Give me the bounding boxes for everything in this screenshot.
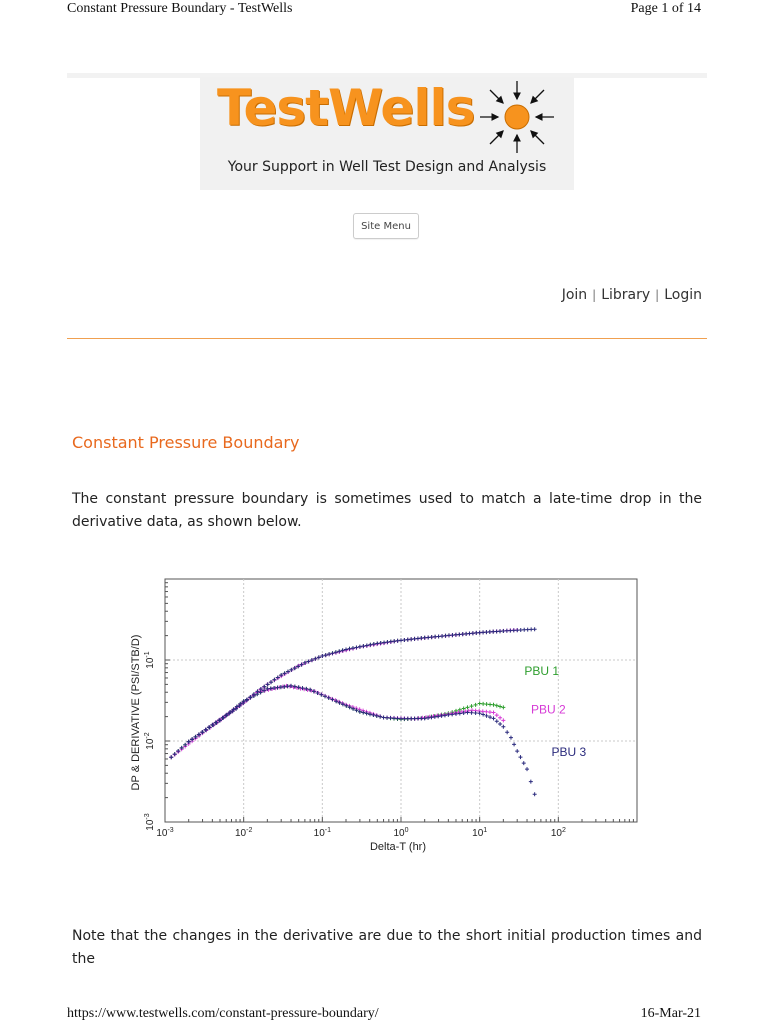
- print-footer-url: https://www.testwells.com/constant-pressure-boundary/: [67, 1006, 379, 1021]
- library-link[interactable]: Library: [601, 287, 651, 303]
- x-tick-label: $10^{-1}$: [313, 827, 332, 839]
- join-link[interactable]: Join: [561, 287, 588, 303]
- series-label: PBU 1: [524, 664, 560, 679]
- account-links: [562, 287, 702, 303]
- link-separator: |: [655, 288, 660, 302]
- y-tick-label: $10^{-1}$: [144, 651, 156, 669]
- series-label: PBU 2: [531, 702, 566, 717]
- header-divider: [67, 338, 707, 339]
- x-tick-label: $10^1$: [472, 827, 488, 839]
- print-header: [67, 1, 701, 17]
- note-paragraph: Note that the changes in the derivative are due to the short initial production times and the: [72, 928, 702, 967]
- x-axis-label: Delta-T (hr): [369, 841, 427, 853]
- print-footer: [67, 1006, 701, 1022]
- site-menu-button[interactable]: Site Menu: [353, 213, 419, 239]
- sun-icon: [476, 77, 558, 157]
- series-label: PBU 3: [551, 745, 587, 760]
- print-header-title: Constant Pressure Boundary - TestWells: [67, 1, 293, 16]
- print-header-page: Page 1 of 14: [630, 1, 701, 16]
- login-link[interactable]: Login: [664, 287, 702, 303]
- logo-tagline: Your Support in Well Test Design and Analysis: [227, 159, 547, 175]
- site-logo[interactable]: [200, 77, 574, 190]
- x-tick-label: $10^0$: [393, 827, 409, 839]
- x-tick-label: $10^2$: [550, 827, 566, 839]
- derivative-chart: [125, 570, 645, 870]
- intro-paragraph: The constant pressure boundary is sometimes used to match a late-time drop in the derivative data, as shown below.: [72, 491, 702, 530]
- y-axis-label: DP & DERIVATIVE (PSI/STB/D): [130, 634, 142, 791]
- link-separator: |: [592, 288, 597, 302]
- page-title: Constant Pressure Boundary: [72, 433, 300, 452]
- y-tick-label: $10^{-3}$: [144, 813, 156, 831]
- x-tick-label: $10^{-2}$: [234, 827, 253, 839]
- y-tick-label: $10^{-2}$: [144, 732, 156, 750]
- x-tick-label: $10^{-3}$: [156, 827, 174, 839]
- print-footer-date: 16-Mar-21: [640, 1006, 701, 1021]
- logo-wordmark: TestWells: [217, 79, 475, 137]
